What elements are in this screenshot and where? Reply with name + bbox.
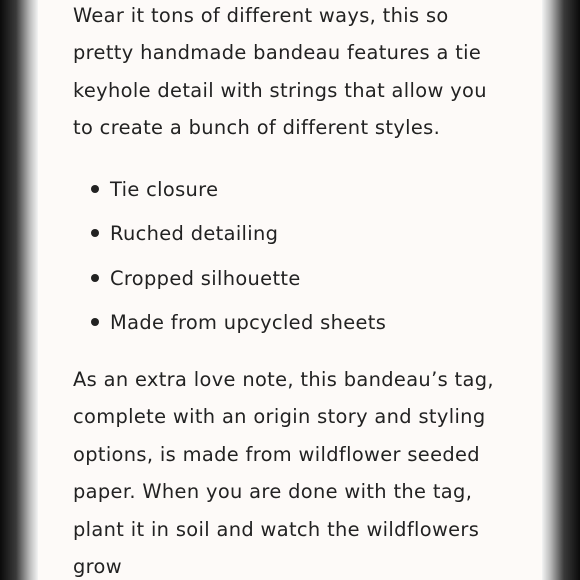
love-note-paragraph	[73, 361, 533, 580]
feature-label: Ruched detailing	[110, 222, 279, 246]
love-note-line: options, is made from wildflower seeded	[73, 442, 480, 466]
bullet-icon	[91, 318, 99, 326]
love-note-line: plant it in soil and watch the wildflowers	[73, 517, 480, 541]
bullet-icon	[91, 274, 99, 282]
feature-list-item	[73, 212, 386, 256]
feature-list	[73, 168, 386, 345]
feature-list-item	[73, 168, 386, 212]
love-note-line: paper. When you are done with the tag,	[73, 480, 473, 504]
love-note-line: complete with an origin story and styling	[73, 405, 486, 429]
intro-line: Wear it tons of different ways, this so	[73, 4, 449, 27]
feature-list-item	[73, 257, 386, 301]
bullet-icon	[91, 229, 99, 237]
intro-line: pretty handmade bandeau features a tie	[73, 41, 482, 65]
love-note-line: grow	[73, 555, 122, 579]
feature-label: Tie closure	[110, 178, 219, 201]
intro-line: keyhole detail with strings that allow you	[73, 78, 487, 102]
feature-label: Cropped silhouette	[110, 266, 301, 290]
intro-line: to create a bunch of different styles.	[73, 116, 441, 140]
product-description-page	[38, 0, 542, 580]
feature-label: Made from upcycled sheets	[110, 310, 387, 334]
intro-paragraph	[73, 0, 533, 147]
love-note-line: As an extra love note, this bandeau’s tag,	[73, 368, 494, 391]
bullet-icon	[91, 185, 99, 193]
feature-list-item	[73, 301, 386, 345]
